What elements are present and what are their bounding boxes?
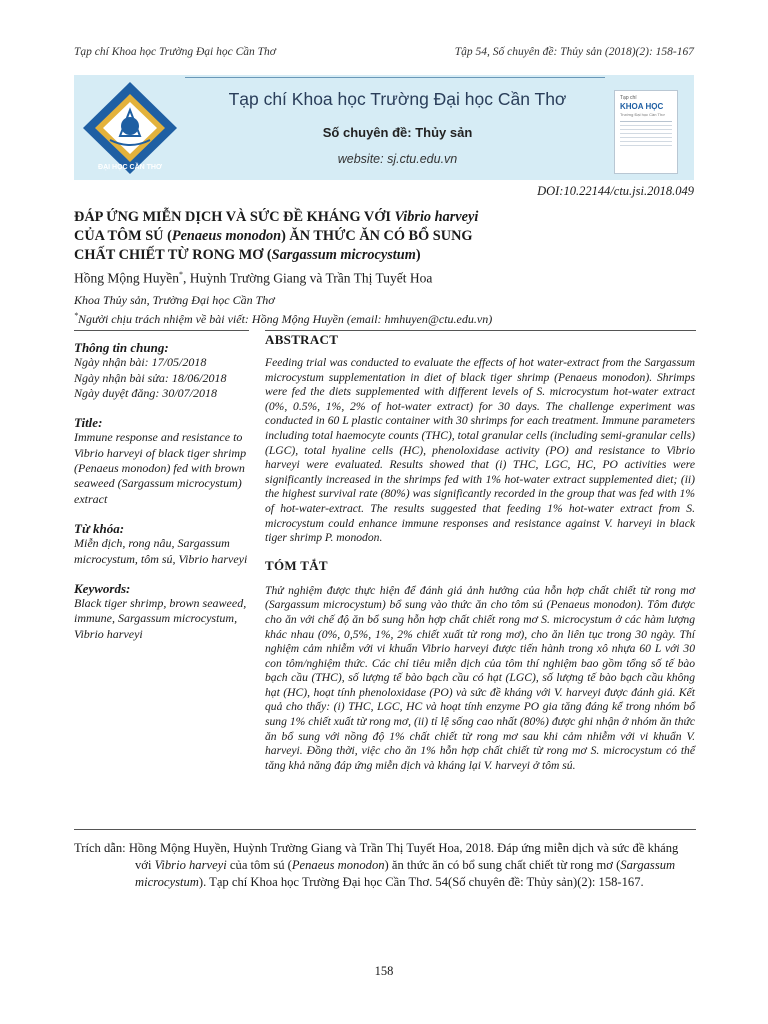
cover-label-lines: Trường Đại học Cần Thơ [620,112,665,117]
citation [74,840,696,891]
tukhoa-list: Miễn dịch, rong nâu, Sargassum microcystum, tôm sú, Vibrio harveyi [74,536,248,566]
title-line1-text: ĐÁP ỨNG MIỄN DỊCH VÀ SỨC ĐỀ KHÁNG VỚI [74,209,395,225]
doi: DOI:10.22144/ctu.jsi.2018.049 [537,184,694,198]
banner-journal-title: Tạp chí Khoa học Trường Đại học Cần Thơ [228,89,567,109]
page-number: 158 [374,964,394,978]
citation-part2: của tôm sú ( [226,858,292,872]
corresponding-author-line [74,308,492,327]
banner-website: website: sj.ctu.edu.vn [337,152,458,166]
logo-text: ĐẠI HỌC CẦN THƠ [98,164,162,171]
accepted-date: Ngày duyệt đăng: 30/07/2018 [74,385,217,400]
main-top-rule [265,330,696,331]
journal-cover-thumbnail [614,90,678,174]
title-line1-species: Vibrio harveyi [394,209,479,225]
tukhoa-heading: Từ khóa: [74,520,125,536]
university-logo-icon [80,80,180,176]
abstract-text: Feeding trial was conducted to evaluate the effects of hot water-extract from the Sargassum microcystum supplementation in diet of black tiger shrimp (Penaeus monodon). Shrimps were fed the diets supplemented with different levels of S. microcystum hot-water extract (0%, 0.5%, 1%, 2% of hot-water extract) for 30 days. The challenge experiment was conducted in 60 L plastic container with 30 shrimps for each treatment. Immune parameters including total haemocyte counts (THC), total granular cells (including semi-granular cells) (LGC), total hyaline cells (HC), phenoloxidase activity (PO) and resistance to Vibrio harveyi were evaluated. Results showed that (i) THC, LGC, HC, PO activities were significantly increased in the shrimps fed with 1% hot-water extract supplemented diet; (ii) the highest survival rate (80%) was significantly recorded in the group that was fed with 1% of hot-water-extract. The results suggested that feeding 1% hot-water extract from S. microcystum could enhance immune responses and resistance against V. harveyi in black tiger shrimp P. monodon. [265,356,695,545]
title-line3-rest: ) [415,247,421,263]
banner-rule [185,77,605,78]
tomtat-heading: TÓM TẮT [265,557,328,573]
authors [74,270,432,287]
aff-star: * [74,311,78,320]
keywords-list: Black tiger shrimp, brown seaweed, immune, Sargassum microcystum, Vibrio harveyi [74,596,247,641]
abstract-heading: ABSTRACT [265,332,339,347]
title-line2-species: Penaeus monodon [171,228,282,244]
title-line3-species: Sargassum microcystum [271,247,416,263]
english-title-heading: Title: [74,415,103,431]
citation-part3: ) ăn thức ăn có bổ sung chất chiết từ rong mơ ( [384,858,621,872]
citation-lead: Trích dẫn: [74,841,126,855]
citation-species3: Sargassum microcystum [135,858,676,889]
revised-date: Ngày nhận bài sửa: 18/06/2018 [74,370,227,385]
tomtat-text: Thử nghiệm được thực hiện để đánh giá ảnh hưởng của hỗn hợp chất chiết từ rong mơ (Sargassum microcystum) bổ sung vào thức ăn cho tôm sú (Penaeus monodon). Tôm được cho ăn với chế độ ăn bổ sung hỗn hợp chất chiết rong mơ S. microcystum ở các hàm lượng khác nhau (0%, 0,5%, 1%, 2% chiết xuất từ rong mơ), cho ăn liên tục trong 30 ngày. Thí nghiệm cảm nhiễm với vi khuẩn Vibrio harveyi được tiến hành trong xô nhựa 60 L với 30 con tôm/nghiệm thức. Các chỉ tiêu miễn dịch của tôm thí nghiệm bao gồm tổng số tế bào bạch cầu (THC), số lượng tế bào bạch cầu có hạt (LGC), số lượng tế bào bạch cầu không hạt (HC), hoạt tính phenoloxidase (PO) và sức đề kháng với V. harveyi được đánh giá. Kết quả cho thấy: (i) THC, LGC, HC và hoạt tính enzyme PO gia tăng đáng kể trong nhóm bổ sung 1% chiết xuất từ rong mơ, (ii) tỉ lệ sống cao nhất (80%) được ghi nhận ở nhóm ăn thức ăn bổ sung với nồng độ 1% chất chiết từ rong mơ sau khi cảm nhiễm với vi khuẩn V. harveyi. Đồng thời, việc cho ăn 1% hỗn hợp chất chiết từ rong mơ S. microcystum có thể tăng khả năng đáp ứng miễn dịch và kháng lại V. harveyi ở tôm sú. [265,583,695,772]
citation-species2: Penaeus monodon [291,858,385,872]
running-header-left: Tạp chí Khoa học Trường Đại học Cần Thơ [74,46,276,58]
abstract-column [265,332,695,773]
affiliation [74,292,492,327]
article-title [74,208,594,265]
citation-species1: Vibrio harveyi [154,858,227,872]
cover-label-small: Tạp chí [620,95,637,101]
authors-rest: , Huỳnh Trường Giang và Trần Thị Tuyết Hoa [183,270,433,286]
title-line2-text: CỦA TÔM SÚ ( [74,228,172,244]
affiliation-line: Khoa Thủy sản, Trường Đại học Cần Thơ [74,293,275,307]
author-star: * [179,270,183,279]
info-heading: Thông tin chung: [74,340,169,355]
sidebar-top-rule [74,330,249,331]
cover-label-big: KHOA HỌC [620,102,664,111]
citation-part4: ). Tạp chí Khoa học Trường Đại học Cần Thơ. 54(Số chuyên đề: Thủy sản)(2): 158-167. [198,875,644,889]
citation-top-rule [74,829,696,830]
english-title: Immune response and resistance to Vibrio harveyi of black tiger shrimp (Penaeus monodon) fed with brown seaweed (Sargassum microcystum) extract [74,430,247,506]
title-line2-rest: ) ĂN THỨC ĂN CÓ BỔ SUNG [281,228,473,244]
keywords-heading: Keywords: [74,580,131,596]
running-header-right: Tập 54, Số chuyên đề: Thủy sản (2018)(2): 158-167 [454,46,694,58]
author-corresponding: Hồng Mộng Huyền [74,270,179,286]
title-line3-text: CHẤT CHIẾT TỪ RONG MƠ ( [74,247,272,263]
article-info-sidebar [74,340,249,642]
received-date: Ngày nhận bài: 17/05/2018 [74,355,207,370]
citation-part1: Hồng Mộng Huyền, Huỳnh Trường Giang và Trần Thị Tuyết Hoa, 2018. Đáp ứng miễn dịch và sức đề kháng với [128,841,679,872]
banner-special-issue: Số chuyên đề: Thủy sản [322,125,473,140]
corresponding-author-text: Người chịu trách nhiệm về bài viết: Hồng Mộng Huyền (email: hmhuyen@ctu.edu.vn) [78,312,493,326]
